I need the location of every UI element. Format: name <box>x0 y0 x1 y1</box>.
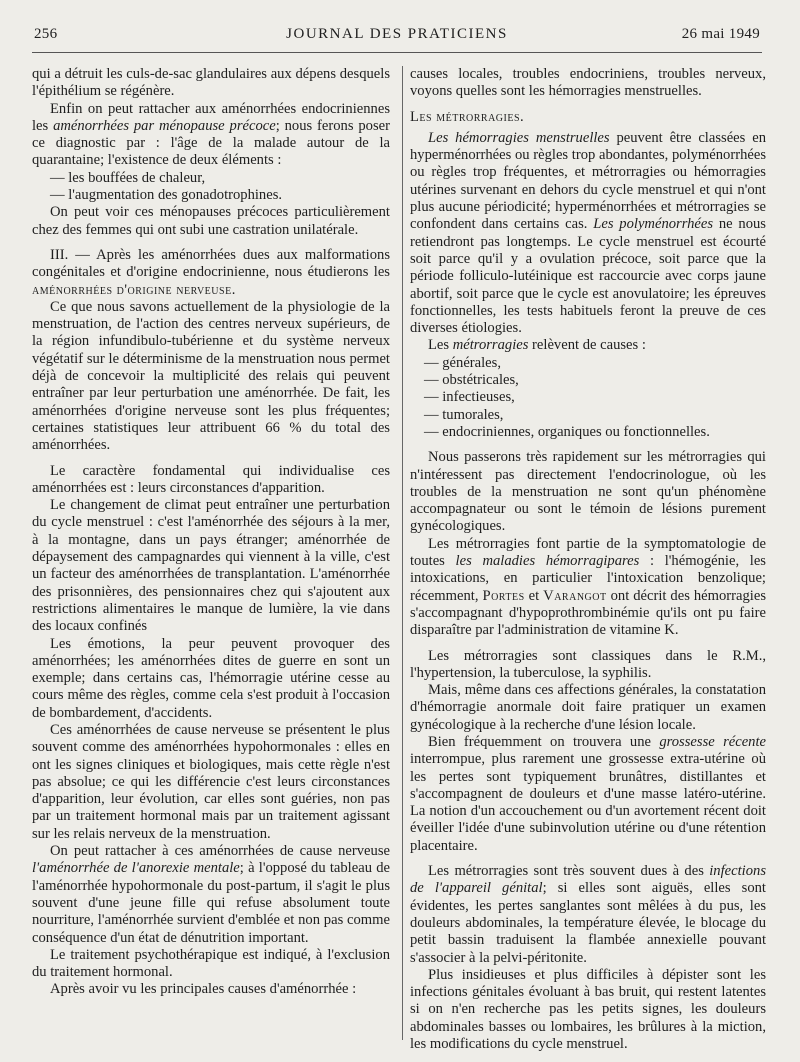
paragraph: Les émotions, la peur peuvent provoquer des aménorrhées; les aménorrhées dites de guerre en sont un exemple; dans certains cas, l'hémorragie utérine cesse au cours même des règles, comme cela s'est produit à l'occasion de bombardement, d'accidents. <box>32 635 390 721</box>
paragraph <box>410 863 766 967</box>
column-divider <box>402 66 403 1040</box>
issue-date: 26 mai 1949 <box>681 26 760 42</box>
text-run: ne nous retiendront pas longtemps. Le cycle menstruel est écourté soit parce qu'il y a ovulation précoce, soit parce que la période folliculo-lutéinique est raccourcie avec corps jaune abortif, soit parce que le cycle est anovulatoire; les épreuves fonctionnelles, les tests habituels feront la preuve de ces diverses étiologies. <box>410 216 766 337</box>
emphasis-text: les maladies hémorragipares <box>455 553 640 570</box>
paragraph: Le caractère fondamental qui individualise ces aménorrhées est : leurs circonstances d'apparition. <box>32 462 390 496</box>
list-item: — endocriniennes, organiques ou fonctionnelles. <box>424 423 710 440</box>
text-run: peuvent être classées en hyperménorrhées ou règles trop abondantes, polyménorrhées ou règles trop fréquentes, et métrorragies ou hémorragies utérines survenant en dehors du cycle menstruel et qui n'ont plus aucune périodicité; hyperménorrhées et métrorragies se confondent dans certains cas. <box>410 129 766 233</box>
paragraph: Après avoir vu les principales causes d'aménorrhée : <box>50 981 357 998</box>
text-run: ; si elles sont aiguës, elles sont évidentes, les pertes sanglantes sont mêlées à du pus, les douleurs abdominales, la température élevée, le blocage du petit bassin traduisent la flambée annexielle pouvant s'associer à la pelvi-péritonite. <box>410 880 766 966</box>
small-caps-text: aménorrhées d'origine nerveuse <box>32 281 232 298</box>
paragraph <box>410 337 766 354</box>
text-run: Les <box>428 337 453 354</box>
text-run: : l'hémogénie, les intoxications, en particulier l'intoxication benzolique; récemment, <box>410 553 766 604</box>
text-run: On peut rattacher à ces aménorrhées de cause nerveuse <box>50 843 390 860</box>
paragraph: Mais, même dans ces affections générales, la constatation d'hémorragie anormale doit faire pratiquer un examen gynécologique à la recherche d'une lésion locale. <box>410 682 766 733</box>
emphasis-text: grossesse récente <box>659 733 767 750</box>
paragraph <box>32 247 390 299</box>
text-run: relèvent de causes : <box>528 337 646 354</box>
paragraph: Le changement de climat peut entraîner une perturbation du cycle menstruel : c'est l'aménorrhée des séjours à la mer, à la montagne, dans un pays étranger; aménorrhée de dépaysement des campagnardes qui viennent à la ville, c'est un facteur des aménorrhées de transplantation. L'aménorrhée des prisonnières, des pensionnaires chez qui s'ajoutent aux restrictions alimentaires le manque de lumière, la vie dans des locaux confinés <box>32 497 390 635</box>
text-run: et <box>524 587 544 604</box>
page-number: 256 <box>34 26 58 42</box>
left-column <box>32 66 390 999</box>
emphasis-text: Les hémorragies menstruelles <box>428 129 610 146</box>
paragraph <box>410 130 766 338</box>
emphasis-text: métrorragies <box>452 337 529 354</box>
paragraph <box>32 101 390 170</box>
text-run: ; nous ferons poser ce diagnostic par : l'âge de la malade autour de la quarantaine; l'existence de deux éléments : <box>32 117 390 169</box>
text-run: interrompue, plus rarement une grossesse extra-utérine où les pertes sont typiquement brunâtres, distillantes et s'accompagnent de douleurs et d'une masse latéro-utérine. La notion d'un accouchement ou d'un avortement récent doit éveiller l'idée d'une subinvolution utérine ou d'une rétention placentaire. <box>410 751 766 854</box>
paragraph: Ces aménorrhées de cause nerveuse se présentent le plus souvent comme des aménorrhées hypohormonales : elles en ont les signes cliniques et biologiques, mais cette règle n'est pas absolue; ce qui les différencie c'est leurs circonstances d'apparition, leur évolution, car elles sont guéries, non pas par un traitement hormonal mais par un traitement agissant sur les relais nerveux de la menstruation. <box>32 721 390 842</box>
paragraph: Les métrorragies sont classiques dans le R.M., l'hypertension, la tuberculose, la syphilis. <box>410 647 766 681</box>
text-run: Les métrorragies font partie de la symptomatologie de toutes <box>410 535 766 570</box>
list-item: — tumorales, <box>424 406 504 423</box>
paragraph: causes locales, troubles endocriniens, troubles nerveux, voyons quelles sont les hémorragies menstruelles. <box>410 66 766 100</box>
emphasis-text: l'aménorrhée de l'anorexie mentale <box>32 860 240 877</box>
right-column <box>410 66 766 1053</box>
list-item: — générales, <box>424 354 501 371</box>
header-rule <box>32 52 762 53</box>
text-run: Enfin on peut rattacher aux aménorrhées endocriniennes les <box>32 100 390 134</box>
emphasis-text: infections de l'appareil génital <box>410 863 766 897</box>
text-run: III. — Après les aménorrhées dues aux malformations congénitales et d'origine endocrinienne, nous étudierons les <box>32 246 390 281</box>
section-title-text: Les métrorragies. <box>410 108 525 125</box>
emphasis-text: Les polyménorrhées <box>593 216 714 233</box>
section-title <box>410 109 766 126</box>
paragraph: Nous passerons très rapidement sur les métrorragies qui n'intéressent pas directement l'endocrinologue, où les troubles de la menstruation ne sont qu'un phénomène accompagnateur ou sont le témoin de lésions purement gynécologiques. <box>410 449 766 535</box>
paragraph: Le traitement psychothérapique est indiqué, à l'exclusion du traitement hormonal. <box>32 946 390 981</box>
list-item: — l'augmentation des gonadotrophines. <box>50 187 283 204</box>
list-item: — obstétricales, <box>424 372 519 389</box>
text-run: ont décrit des hémorragies s'accompagnant d'hypoprothrombinémie qu'ils ont pu faire disparaître par l'administration de vitamine K. <box>410 587 767 639</box>
author-name: Varangot <box>543 587 607 604</box>
paragraph <box>410 734 766 855</box>
paragraph <box>410 536 766 640</box>
text-run: . <box>231 281 236 298</box>
paragraph: Plus insidieuses et plus difficiles à dépister sont les infections génitales évoluant à bas bruit, qui restent latentes si on n'en recherche pas les petits signes, les douleurs abdominales basses ou lombaires, les brûlures à la miction, les modifications du cycle menstruel. <box>410 966 766 1053</box>
author-name: Portes <box>482 587 525 604</box>
paragraph: On peut voir ces ménopauses précoces particulièrement chez des femmes qui ont subi une castration unilatérale. <box>32 204 390 238</box>
journal-title: JOURNAL DES PRATICIENS <box>286 26 508 42</box>
page-header <box>34 22 760 46</box>
text-run: Les métrorragies sont très souvent dues à des <box>428 863 710 880</box>
emphasis-text: aménorrhées par ménopause précoce <box>53 117 276 134</box>
paragraph <box>32 843 390 947</box>
list-item: — les bouffées de chaleur, <box>50 169 206 186</box>
list-item: — infectieuses, <box>424 389 515 406</box>
text-run: ; à l'opposé du tableau de l'aménorrhée hypohormonale du post-partum, il s'agit le plus souvent d'une jeune fille qui refuse absolument toute nourriture, l'aménorrhée survient d'emblée et non pas comme conséquence d'un état de dénutrition important. <box>32 860 390 946</box>
paragraph: Ce que nous savons actuellement de la physiologie de la menstruation, de l'action des centres nerveux supérieurs, de la région infundibulo-tubérienne et du système nerveux végétatif sur le déterminisme de la menstruation nous permet déjà de concevoir la multiplicité des relais qui peuvent entraîner par leur perturbation une aménorrhée. De fait, les aménorrhées d'origine nerveuse sont les plus fréquentes; certaines statistiques leur attribuent 66 % du total des aménorrhées. <box>32 298 390 454</box>
paragraph: qui a détruit les culs-de-sac glandulaires aux dépens desquels l'épithélium se régénère. <box>32 66 390 100</box>
text-run: Bien fréquemment on trouvera une <box>428 733 660 750</box>
